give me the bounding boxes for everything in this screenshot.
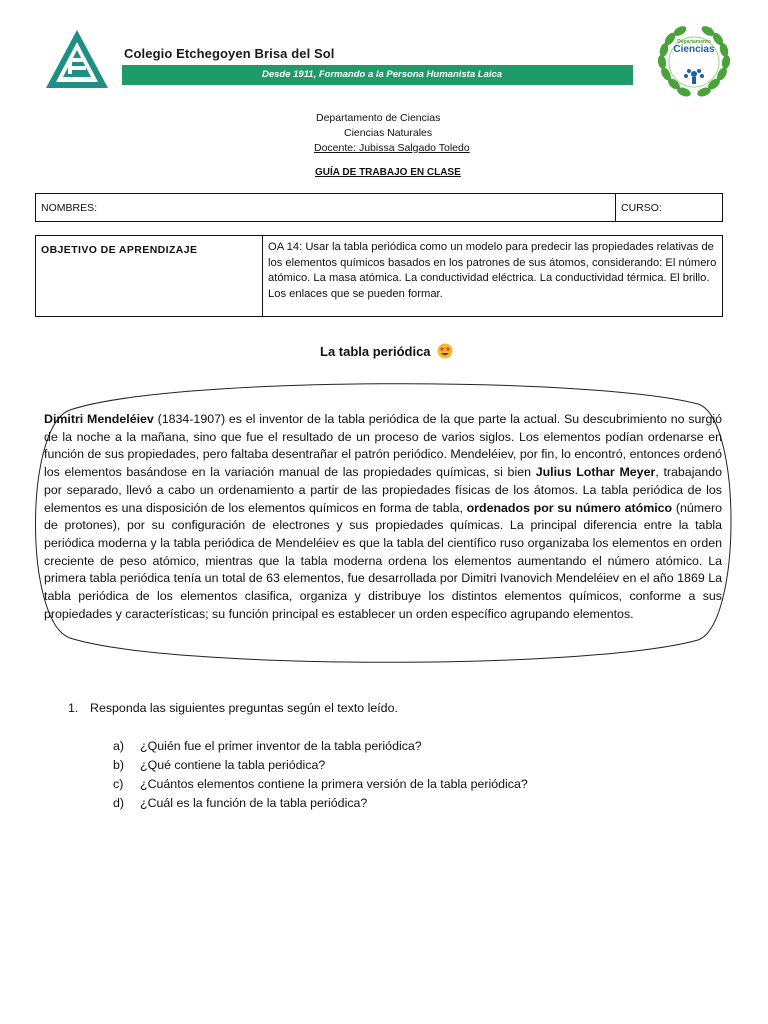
question-intro: Responda las siguientes preguntas según el texto leído. (90, 701, 398, 715)
objective-text: OA 14: Usar la tabla periódica como un modelo para predecir las propiedades relativas de los elementos químicos basados en los patrones de sus átomos, considerando: El número atómico. La masa atómica. La conductividad eléctrica. La conductividad térmica. El brillo. Los enlaces que se pueden formar. (268, 241, 717, 300)
question-a-letter: a) (113, 739, 125, 753)
nombres-field[interactable] (120, 196, 610, 220)
reading-bold-atomic-number: ordenados por su número atómico (466, 500, 673, 515)
question-c-letter: c) (113, 777, 124, 791)
badge-title: Ciencias (673, 44, 715, 55)
science-department-badge (654, 22, 734, 102)
reading-bold-mendeleiev: Dimitri Mendeléiev (44, 412, 154, 426)
curso-label: CURSO: (621, 202, 662, 214)
guide-title: GUÍA DE TRABAJO EN CLASE (315, 167, 461, 178)
question-d-text: ¿Cuál es la función de la tabla periódica? (140, 796, 368, 810)
teacher-name: Docente: Jubissa Salgado Toledo (314, 142, 470, 154)
question-b-text: ¿Qué contiene la tabla periódica? (140, 758, 326, 772)
reading-part-2: , trabajando por separado, llevó a cabo un ordenamiento a partir de las propiedades físicas de los átomos. La tabla periódica de los elementos es una disposición de los elementos químicos en forma de tabla, (44, 465, 723, 515)
objective-divider (262, 235, 263, 317)
curso-field[interactable] (668, 196, 718, 220)
nombres-label: NOMBRES: (41, 202, 98, 214)
question-c-text: ¿Cuántos elementos contiene la primera versión de la tabla periódica? (140, 777, 528, 791)
section-title-text: La tabla periódica (320, 344, 431, 359)
form-divider (615, 193, 616, 222)
star-eyes-emoji-icon (437, 343, 453, 359)
question-d-letter: d) (113, 796, 125, 810)
reading-part-3: (número de protones), por su configuración de electrones y sus propiedades químicas. La principal diferencia entre la tabla periódica moderna y la tabla periódica de Mendeléiev es que la tabla del científico ruso organizaba los elementos en orden creciente de peso atómico, mientras que la tabla moderna ordena los elementos aumentando el número atómico. La primera tabla periódica tenía un total de 63 elementos, fue desarrollada por Dimitri Ivanovich Mendeléiev en el año 1869 La tabla periódica de los elementos clasifica, organiza y distribuye los distintos elementos químicos, conforme a sus propiedades y características; su función principal es establecer un orden específico agrupando elementos. (44, 500, 722, 621)
badge-small-text: Departamento (677, 39, 711, 45)
department-name: Departamento de Ciencias (316, 112, 441, 124)
school-logo (44, 28, 110, 90)
objective-label: OBJETIVO DE APRENDIZAJE (41, 244, 198, 256)
question-a-text: ¿Quién fue el primer inventor de la tabla periódica? (140, 739, 422, 753)
subject-name: Ciencias Naturales (344, 127, 433, 139)
reading-text (44, 411, 722, 623)
school-name: Colegio Etchegoyen Brisa del Sol (124, 46, 335, 61)
section-title (320, 343, 453, 359)
reading-part-1: (1834-1907) es el inventor de la tabla periódica de la que parte la actual. Su descubrimiento no surgió de la noche a la mañana, sino que fue el resultado de un proceso de varios siglos. Los elementos podían ordenarse en función de sus propiedades, pero faltaba desentrañar el patrón periódico. Mendeléiev, por fin, lo encontró, entonces ordenó los elementos basándose en la variación manual de las propiedades químicas, si bien (44, 412, 723, 480)
reading-bold-meyer: Julius Lothar Meyer (535, 465, 656, 480)
question-b-letter: b) (113, 758, 125, 772)
school-motto: Desde 1911, Formando a la Persona Humanista Laica (262, 69, 503, 80)
question-number: 1. (68, 701, 79, 715)
